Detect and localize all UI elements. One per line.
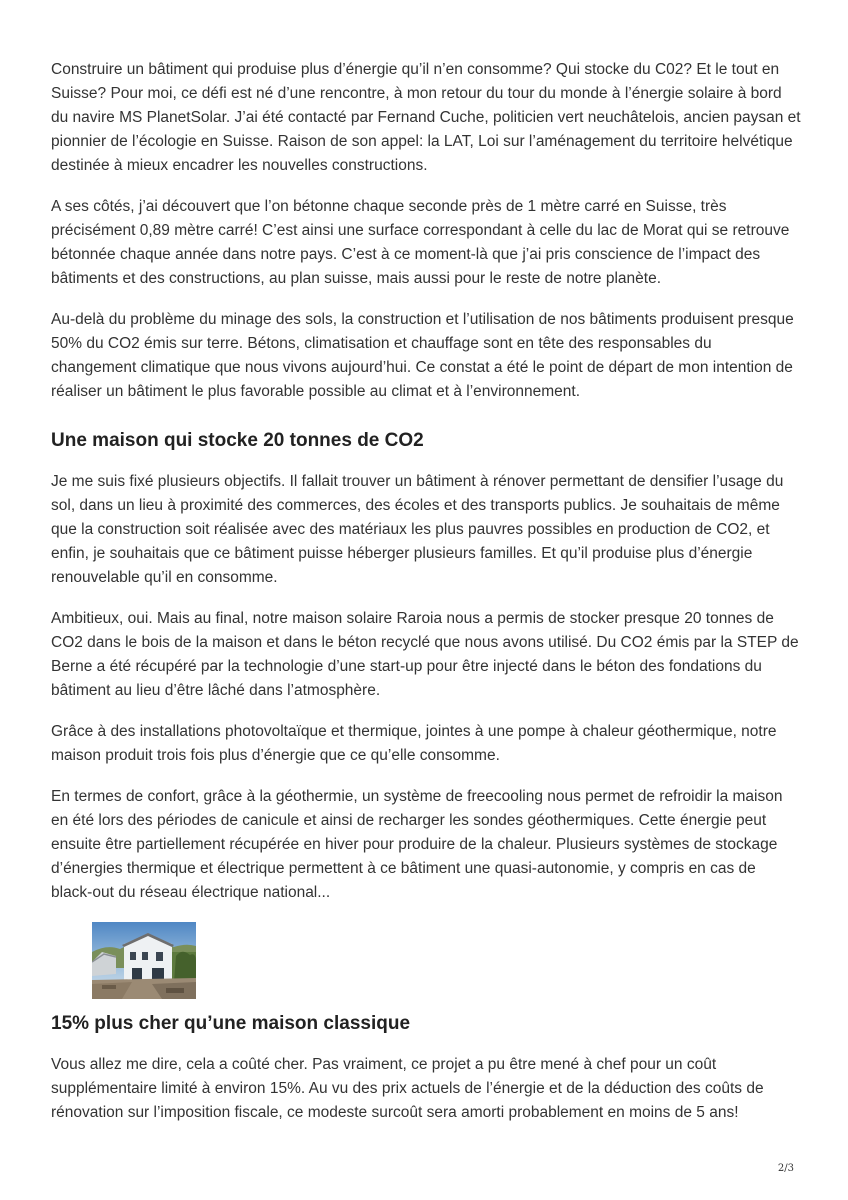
paragraph-co2-share: Au-delà du problème du minage des sols, la construction et l’utilisation de nos bâtiments produisent presque 50% du CO2 émis sur terre. Bétons, climatisation et chauffage sont en tête des responsables du changement climatique que nous vivons aujourd’hui. Ce constat a été le point de départ de mon intention de réaliser un bâtiment le plus favorable possible au climat et à l’environnement.	[51, 311, 794, 400]
paragraph-comfort: En termes de confort, grâce à la géothermie, un système de freecooling nous permet de refroidir la maison en été lors des périodes de canicule et ainsi de recharger les sondes géothermiques. Cette énergie peut ensuite être partiellement récupérée en hiver pour produire de la chaleur. Plusieurs systèmes de stockage d’énergies thermique et électrique permettent à ce bâtiment une quasi-autonomie, y compris en cas de black-out du réseau électrique national...	[51, 788, 783, 901]
page-number: 2/3	[777, 1163, 794, 1174]
paragraph-energy-production: Grâce à des installations photovoltaïque et thermique, jointes à une pompe à chaleur géothermique, notre maison produit trois fois plus d’énergie que ce qu’elle consomme.	[51, 723, 777, 764]
paragraph-cost: Vous allez me dire, cela a coûté cher. Pas vraiment, ce projet a pu être mené à chef pour un coût supplémentaire limité à environ 15%. Au vu des prix actuels de l’énergie et de la déduction des coûts de rénovation sur l’imposition fiscale, ce modeste surcoût sera amorti probablement en moins de 5 ans!	[51, 1056, 764, 1121]
paragraph-intro: Construire un bâtiment qui produise plus d’énergie qu’il n’en consomme? Qui stocke du C02? Et le tout en Suisse? Pour moi, ce défi est né d’une rencontre, à mon retour du tour du monde à l’énergie solaire à bord du navire MS PlanetSolar. J’ai été contacté par Fernand Cuche, politicien vert neuchâtelois, ancien paysan et pionnier de l’écologie en Suisse. Raison de son appel: la LAT, Loi sur l’aménagement du territoire helvétique destinée à mieux encadrer les nouvelles constructions.	[51, 61, 801, 174]
article	[51, 58, 801, 1142]
paragraph-raroia: Ambitieux, oui. Mais au final, notre maison solaire Raroia nous a permis de stocker presque 20 tonnes de CO2 dans le bois de la maison et dans le béton recyclé que nous avons utilisé. Du CO2 émis par la STEP de Berne a été récupéré par la technologie d’une start-up pour être injecté dans le béton des fondations du bâtiment au lieu d’être lâché dans l’atmosphère.	[51, 610, 799, 699]
house-photo	[92, 922, 196, 999]
section-heading-co2-storage: Une maison qui stocke 20 tonnes de CO2	[51, 430, 424, 451]
paragraph-objectives: Je me suis fixé plusieurs objectifs. Il fallait trouver un bâtiment à rénover permettant de densifier l’usage du sol, dans un lieu à proximité des commerces, des écoles et des transports publics. Je souhaitais de même que la construction soit réalisée avec des matériaux les plus pauvres possibles en production de CO2, et enfin, je souhaitais que ce bâtiment puisse héberger plusieurs familles. Et qu’il produise plus d’énergie renouvelable qu’il en consomme.	[51, 473, 784, 586]
paragraph-concrete: A ses côtés, j’ai découvert que l’on bétonne chaque seconde près de 1 mètre carré en Suisse, très précisément 0,89 mètre carré! C’est ainsi une surface correspondant à celle du lac de Morat qui se retrouve bétonnée chaque année dans notre pays. C’est à ce moment-là que j’ai pris conscience de l’impact des bâtiments et des constructions, au plan suisse, mais aussi pour le reste de notre planète.	[51, 198, 790, 287]
section-heading-cost: 15% plus cher qu’une maison classique	[51, 1013, 411, 1034]
